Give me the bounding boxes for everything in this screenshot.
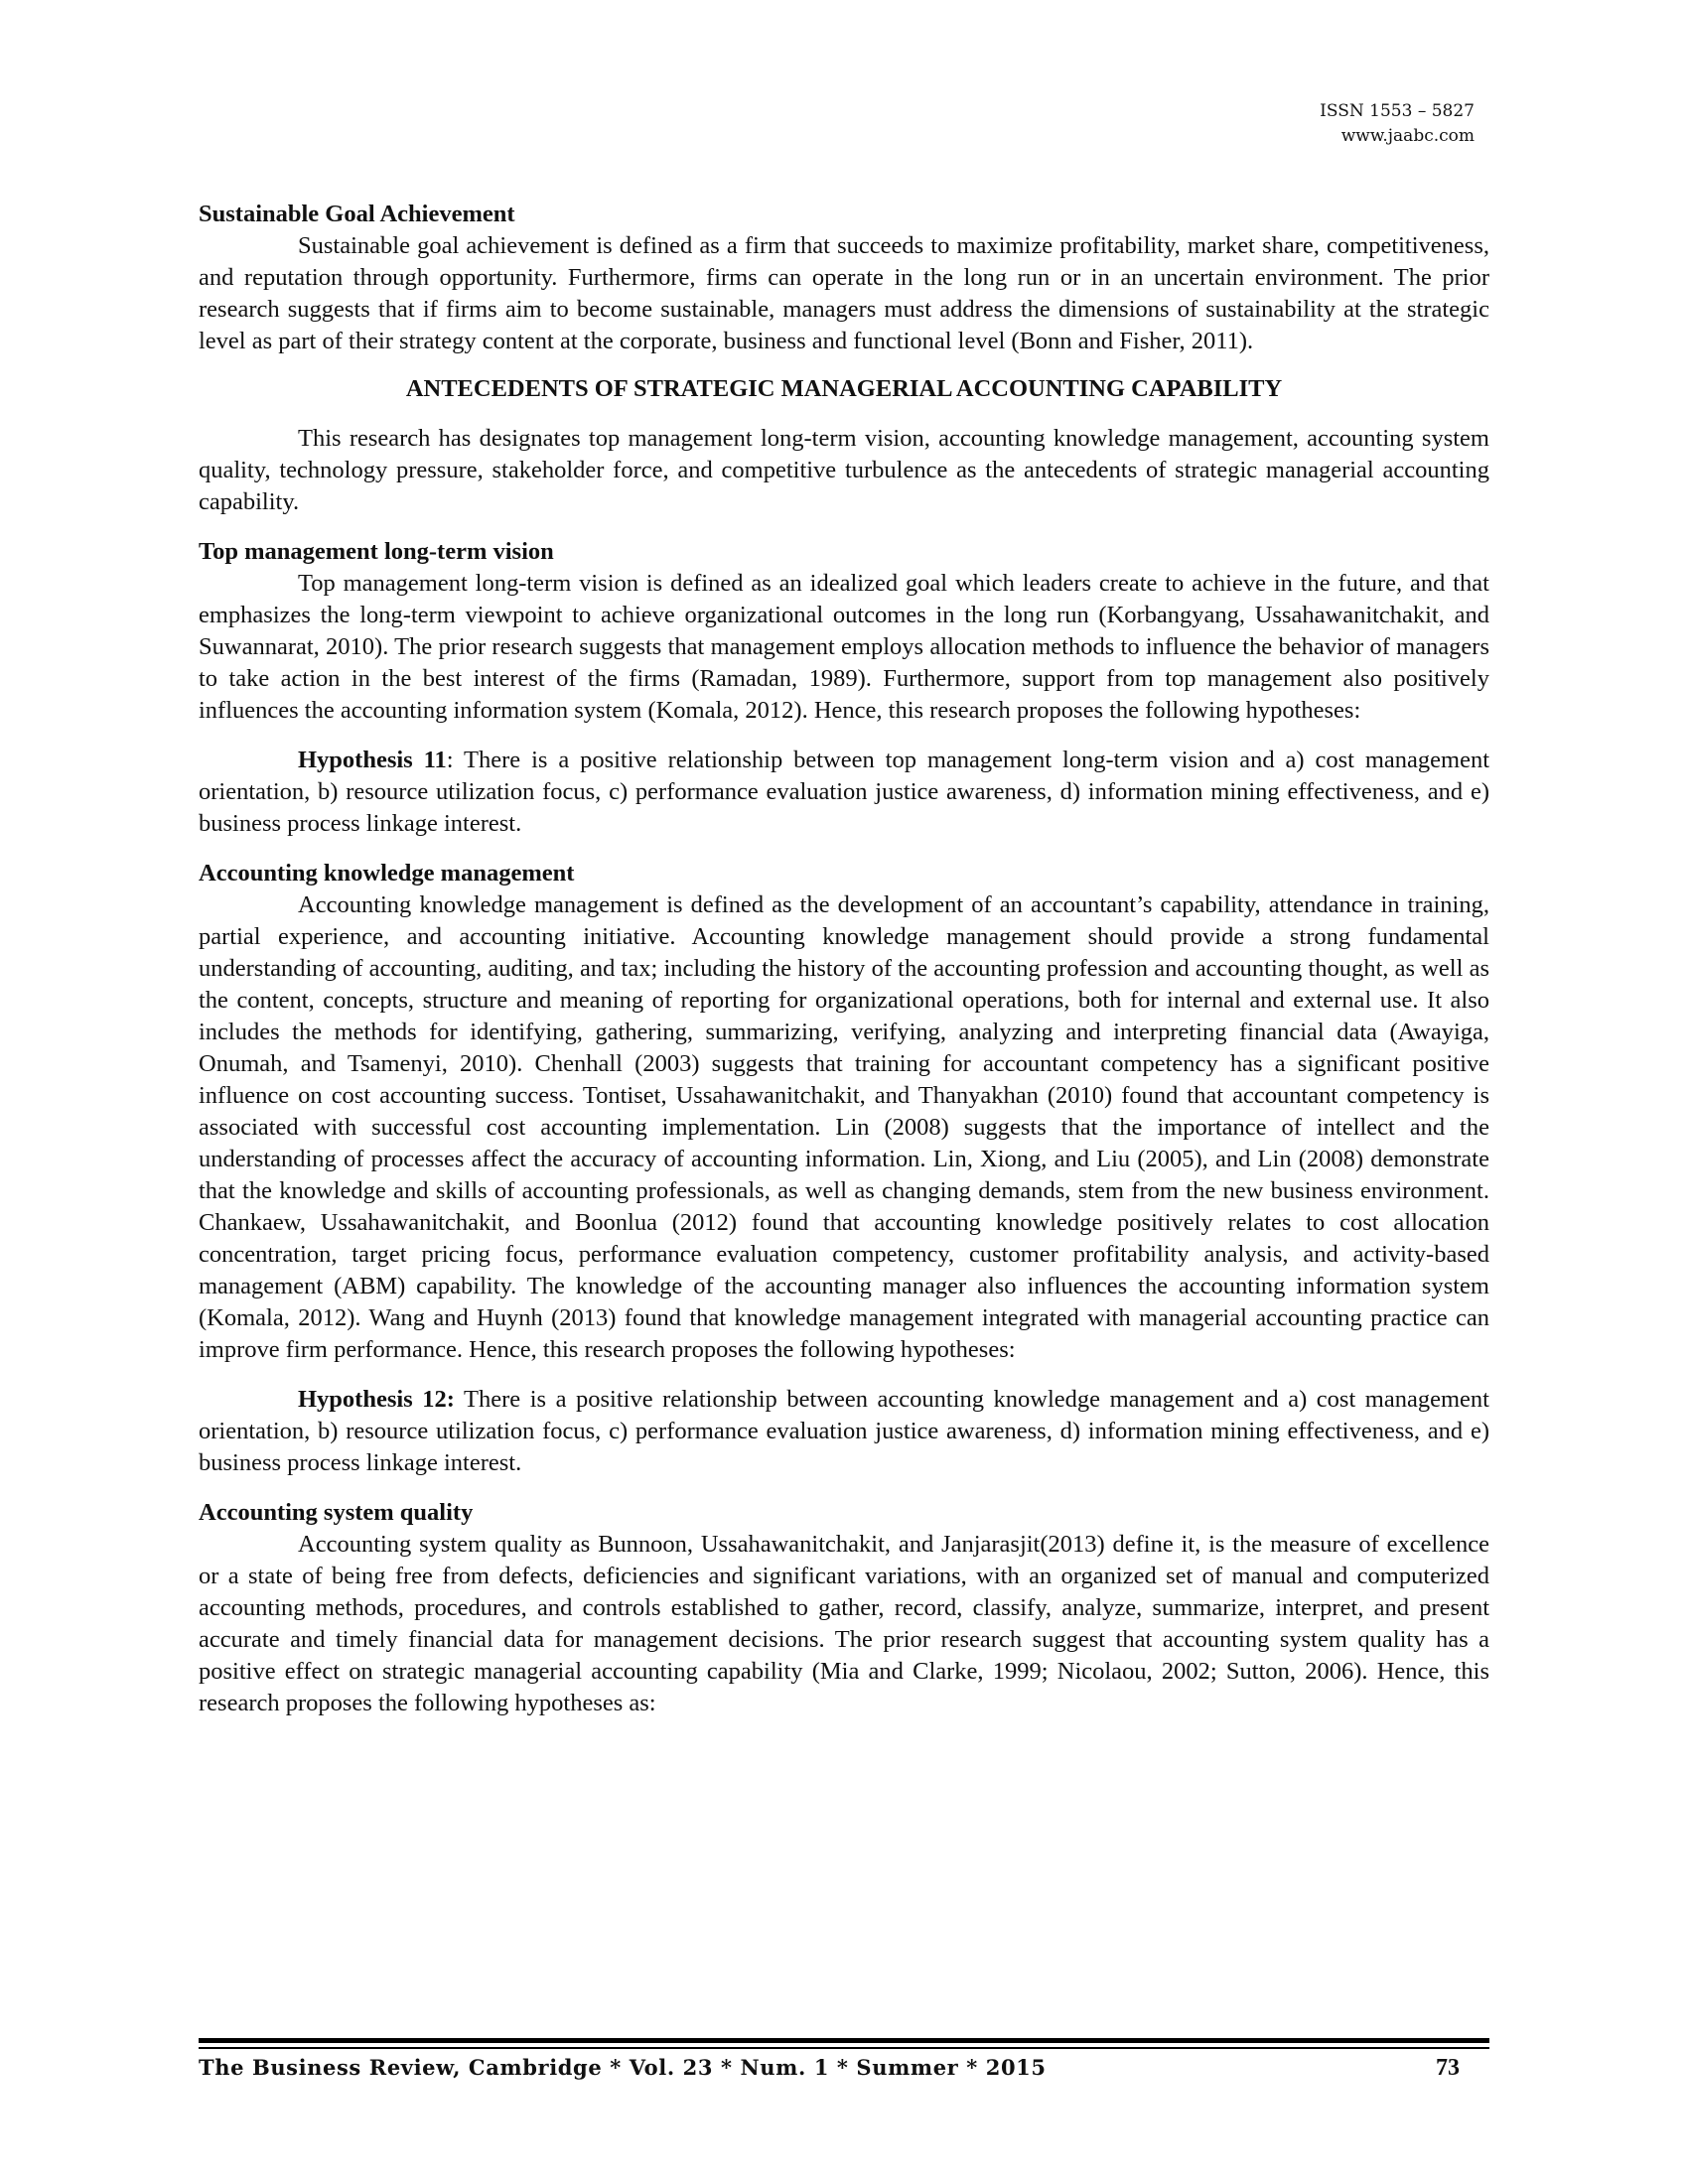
journal-url: www.jaabc.com	[1340, 126, 1475, 146]
paragraph-accounting-knowledge: Accounting knowledge management is defined as the development of an accountant’s capability, attendance in training, partial experience, and accounting initiative. Accounting knowledge management should provide a strong fundamental understanding of accounting, auditing, and tax; including the history of the accounting profession and accounting thought, as well as the content, concepts, structure and meaning of reporting for organizational operations, both for internal and external use. It also includes the methods for identifying, gathering, summarizing, verifying, analyzing and interpreting financial data (Awayiga, Onumah, and Tsamenyi, 2010). Chenhall (2003) suggests that training for accountant competency has a significant positive influence on cost accounting success. Tontiset, Ussahawanitchakit, and Thanyakhan (2010) found that accountant competency is associated with successful cost accounting implementation. Lin (2008) suggests that the importance of intellect and the understanding of processes affect the accuracy of accounting information. Lin, Xiong, and Liu (2005), and Lin (2008) demonstrate that the knowledge and skills of accounting professionals, as well as changing demands, stem from the new business environment. Chankaew, Ussahawanitchakit, and Boonlua (2012) found that accounting knowledge positively relates to cost allocation concentration, target pricing focus, performance evaluation competency, customer profitability analysis, and activity-based management (ABM) capability. The knowledge of the accounting manager also influences the accounting information system (Komala, 2012). Wang and Huynh (2013) found that knowledge management integrated with managerial accounting practice can improve firm performance. Hence, this research proposes the following hypotheses:	[199, 891, 1489, 1363]
page-number: 73	[1436, 2055, 1460, 2081]
footer-rule-thick	[199, 2038, 1489, 2043]
article-body	[199, 199, 1489, 1719]
issn-text: ISSN 1553 – 5827	[1320, 101, 1475, 121]
paragraph-sustainable-goal: Sustainable goal achievement is defined as a firm that succeeds to maximize profitability, market share, competitiveness, and reputation through opportunity. Furthermore, firms can operate in the long run or in an uncertain environment. The prior research suggests that if firms aim to become sustainable, managers must address the dimensions of sustainability at the strategic level as part of their strategy content at the corporate, business and functional level (Bonn and Fisher, 2011).	[199, 232, 1489, 354]
hypothesis-11-label: Hypothesis 11	[298, 747, 447, 773]
hypothesis-12-label: Hypothesis 12:	[298, 1386, 455, 1413]
footer-rule-thin	[199, 2047, 1489, 2049]
hypothesis-12	[199, 1384, 1489, 1479]
page-header	[1320, 99, 1475, 149]
paragraph-antecedents: This research has designates top management long-term vision, accounting knowledge management, accounting system quality, technology pressure, stakeholder force, and competitive turbulence as the antecedents of strategic managerial accounting capability.	[199, 425, 1489, 515]
hypothesis-12-text: There is a positive relationship between accounting knowledge management and a) cost management orientation, b) resource utilization focus, c) performance evaluation justice awareness, d) information mining effectiveness, and e) business process linkage interest.	[199, 1386, 1489, 1476]
section-heading-sustainable-goal: Sustainable Goal Achievement	[199, 201, 515, 227]
section-heading-accounting-knowledge: Accounting knowledge management	[199, 860, 575, 887]
hypothesis-11-text: : There is a positive relationship between top management long-term vision and a) cost management orientation, b) resource utilization focus, c) performance evaluation justice awareness, d) information mining effectiveness, and e) business process linkage interest.	[199, 747, 1489, 837]
section-heading-top-management: Top management long-term vision	[199, 538, 554, 565]
section-heading-antecedents: ANTECEDENTS OF STRATEGIC MANAGERIAL ACCOUNTING CAPABILITY	[405, 375, 1283, 402]
hypothesis-11	[199, 745, 1489, 840]
section-heading-accounting-system: Accounting system quality	[199, 1499, 474, 1526]
footer-journal-citation: The Business Review, Cambridge * Vol. 23 * Num. 1 * Summer * 2015	[199, 2055, 1047, 2080]
paragraph-top-management: Top management long-term vision is defined as an idealized goal which leaders create to achieve in the future, and that emphasizes the long-term viewpoint to achieve organizational outcomes in the long run (Korbangyang, Ussahawanitchakit, and Suwannarat, 2010). The prior research suggests that management employs allocation methods to influence the behavior of managers to take action in the best interest of the firms (Ramadan, 1989). Furthermore, support from top management also positively influences the accounting information system (Komala, 2012). Hence, this research proposes the following hypotheses:	[199, 570, 1489, 724]
paragraph-accounting-system: Accounting system quality as Bunnoon, Ussahawanitchakit, and Janjarasjit(2013) define it, is the measure of excellence or a state of being free from defects, deficiencies and significant variations, with an organized set of manual and computerized accounting methods, procedures, and controls established to gather, record, classify, analyze, summarize, interpret, and present accurate and timely financial data for management decisions. The prior research suggest that accounting system quality has a positive effect on strategic managerial accounting capability (Mia and Clarke, 1999; Nicolaou, 2002; Sutton, 2006). Hence, this research proposes the following hypotheses as:	[199, 1531, 1489, 1716]
